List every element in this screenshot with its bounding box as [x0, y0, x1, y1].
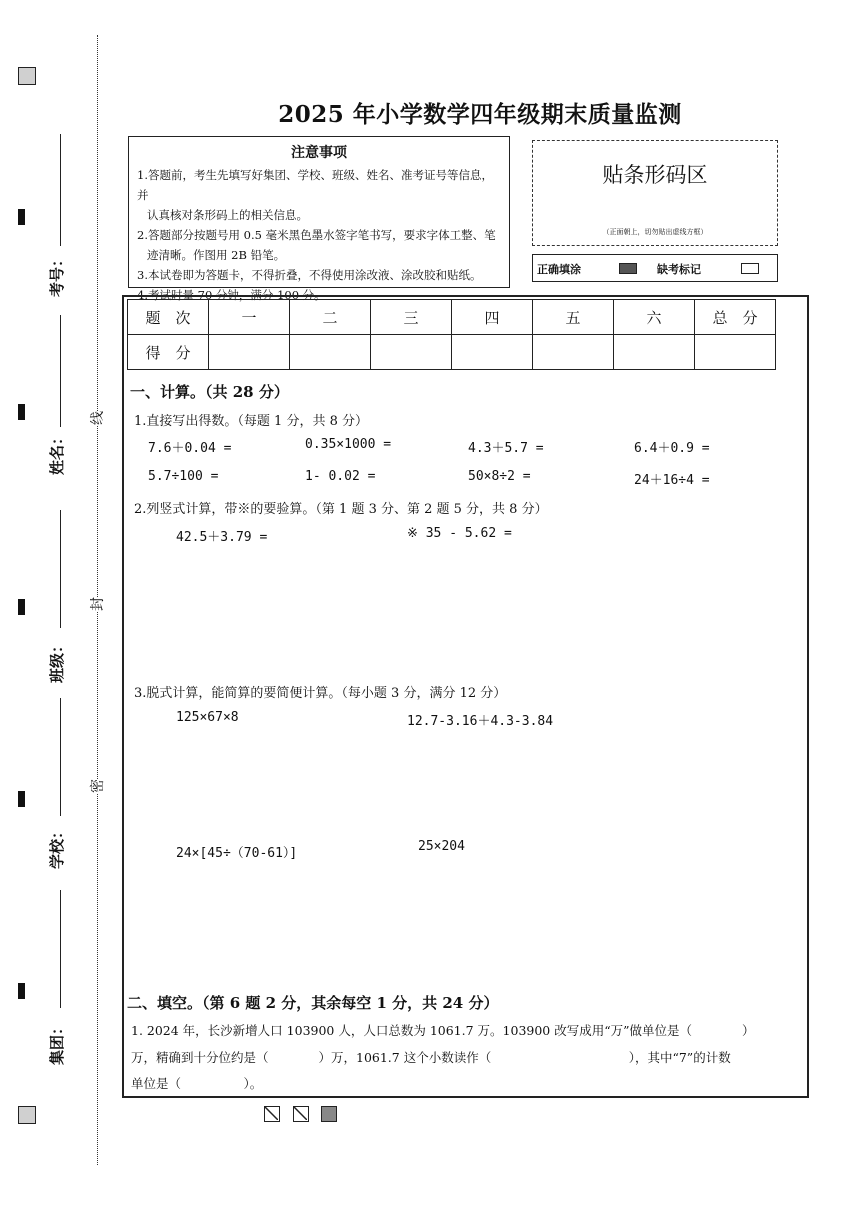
corner-mark-top — [18, 67, 36, 85]
section2-heading: 二、填空。（第 6 题 2 分，其余每空 1 分，共 24 分） — [127, 994, 499, 1012]
header-cell: 总 分 — [695, 300, 776, 335]
step-calc-item: 24×[45÷（70-61）] — [176, 846, 298, 861]
step-calc-item: 12.7-3.16＋4.3-3.84 — [407, 714, 554, 729]
section1-heading: 一、计算。（共 28 分） — [130, 383, 289, 401]
notice-heading: 注意事项 — [291, 145, 347, 161]
timing-mark — [18, 404, 25, 420]
timing-mark — [18, 983, 25, 999]
score-table-header-row — [128, 300, 776, 335]
header-cell: 题 次 — [128, 300, 209, 335]
header-cell: 六 — [614, 300, 695, 335]
side-fill-line[interactable] — [60, 510, 61, 628]
page-mark-hatched-icon — [264, 1106, 280, 1122]
page-mark-filled-icon — [321, 1106, 337, 1122]
q2-prompt: 2.列竖式计算，带※的要验算。（第 1 题 3 分、第 2 题 5 分，共 8 分） — [134, 502, 548, 517]
fill-blank-line: 单位是（ ）。 — [131, 1076, 263, 1091]
side-fill-line[interactable] — [60, 134, 61, 246]
oral-calc-item: 1- 0.02 = — [305, 469, 376, 484]
timing-mark — [18, 209, 25, 225]
side-fill-line[interactable] — [60, 315, 61, 427]
vertical-calc-item: ※ 35 - 5.62 = — [407, 526, 512, 541]
vertical-calc-item: 42.5＋3.79 = — [176, 530, 268, 545]
side-fill-line[interactable] — [60, 890, 61, 1008]
side-label-exam-number: 考号： — [48, 251, 67, 298]
timing-mark — [18, 791, 25, 807]
header-cell: 五 — [533, 300, 614, 335]
notice-line: 2.答题部分按题号用 0.5 毫米黑色墨水签字笔书写，要求字体工整、笔 — [137, 228, 496, 242]
score-table — [127, 299, 776, 370]
oral-calc-item: 24＋16÷4 = — [634, 473, 710, 488]
barcode-title: 贴条形码区 — [602, 163, 708, 187]
q1-prompt: 1.直接写出得数。（每题 1 分，共 8 分） — [134, 414, 368, 429]
timing-mark — [18, 599, 25, 615]
seal-char-line: 线 — [85, 411, 109, 425]
notice-line: 1.答题前，考生先填写好集团、学校、班级、姓名、准考证号等信息，并 — [137, 168, 493, 202]
page-mark-hatched-icon — [293, 1106, 309, 1122]
oral-calc-item: 50×8÷2 = — [468, 469, 531, 484]
notice-box — [128, 136, 510, 302]
fill-blank-line: 1. 2024 年，长沙新增人口 103900 人，人口总数为 1061.7 万。103900 改写成用“万”做单位是（ ） — [131, 1023, 755, 1038]
score-cell[interactable] — [614, 335, 695, 370]
score-cell[interactable] — [290, 335, 371, 370]
score-cell[interactable] — [371, 335, 452, 370]
header-cell: 四 — [452, 300, 533, 335]
score-cell[interactable] — [209, 335, 290, 370]
absent-mark-label: 缺考标记 — [657, 263, 701, 276]
notice-line: 4.考试时量 70 分钟，满分 100 分。 — [137, 288, 326, 302]
header-cell: 二 — [290, 300, 371, 335]
barcode-area — [532, 140, 778, 246]
step-calc-item: 125×67×8 — [176, 710, 239, 725]
barcode-note: （正面朝上，切勿贴出虚线方框） — [602, 228, 708, 236]
oral-calc-item: 6.4＋0.9 = — [634, 441, 710, 456]
side-label-school: 学校： — [48, 823, 67, 870]
score-table-score-row — [128, 335, 776, 370]
side-label-group: 集团： — [48, 1019, 67, 1066]
side-label-name: 姓名： — [48, 429, 67, 476]
step-calc-item: 25×204 — [418, 839, 465, 854]
seal-char-secret: 密 — [85, 779, 109, 793]
seal-char-seal: 封 — [85, 597, 109, 611]
filled-swatch-icon — [619, 263, 637, 274]
q3-prompt: 3.脱式计算，能简算的要简便计算。（每小题 3 分，满分 12 分） — [134, 686, 507, 701]
oral-calc-item: 0.35×1000 = — [305, 437, 392, 452]
fill-blank-line: 万，精确到十分位约是（ ）万，1061.7 这个小数读作（ ），其中“7”的计数 — [131, 1050, 731, 1065]
row-label-cell: 得 分 — [128, 335, 209, 370]
header-cell: 一 — [209, 300, 290, 335]
notice-line: 3.本试卷即为答题卡，不得折叠，不得使用涂改液、涂改胶和贴纸。 — [137, 268, 482, 282]
corner-mark-bottom — [18, 1106, 36, 1124]
oral-calc-item: 4.3＋5.7 = — [468, 441, 544, 456]
notice-line: 迹清晰。作图用 2B 铅笔。 — [147, 248, 286, 262]
fill-mark-legend — [532, 254, 778, 282]
score-cell[interactable] — [533, 335, 614, 370]
side-fill-line[interactable] — [60, 698, 61, 816]
notice-line: 认真核对条形码上的相关信息。 — [147, 208, 308, 222]
oral-calc-item: 7.6＋0.04 = — [148, 441, 232, 456]
header-cell: 三 — [371, 300, 452, 335]
oral-calc-item: 5.7÷100 = — [148, 469, 219, 484]
score-cell[interactable] — [452, 335, 533, 370]
side-label-class: 班级： — [48, 637, 67, 684]
exam-title: 2025 年小学数学四年级期末质量监测 — [278, 101, 682, 128]
score-cell[interactable] — [695, 335, 776, 370]
absent-checkbox[interactable] — [741, 263, 759, 274]
correct-fill-label: 正确填涂 — [537, 263, 581, 276]
